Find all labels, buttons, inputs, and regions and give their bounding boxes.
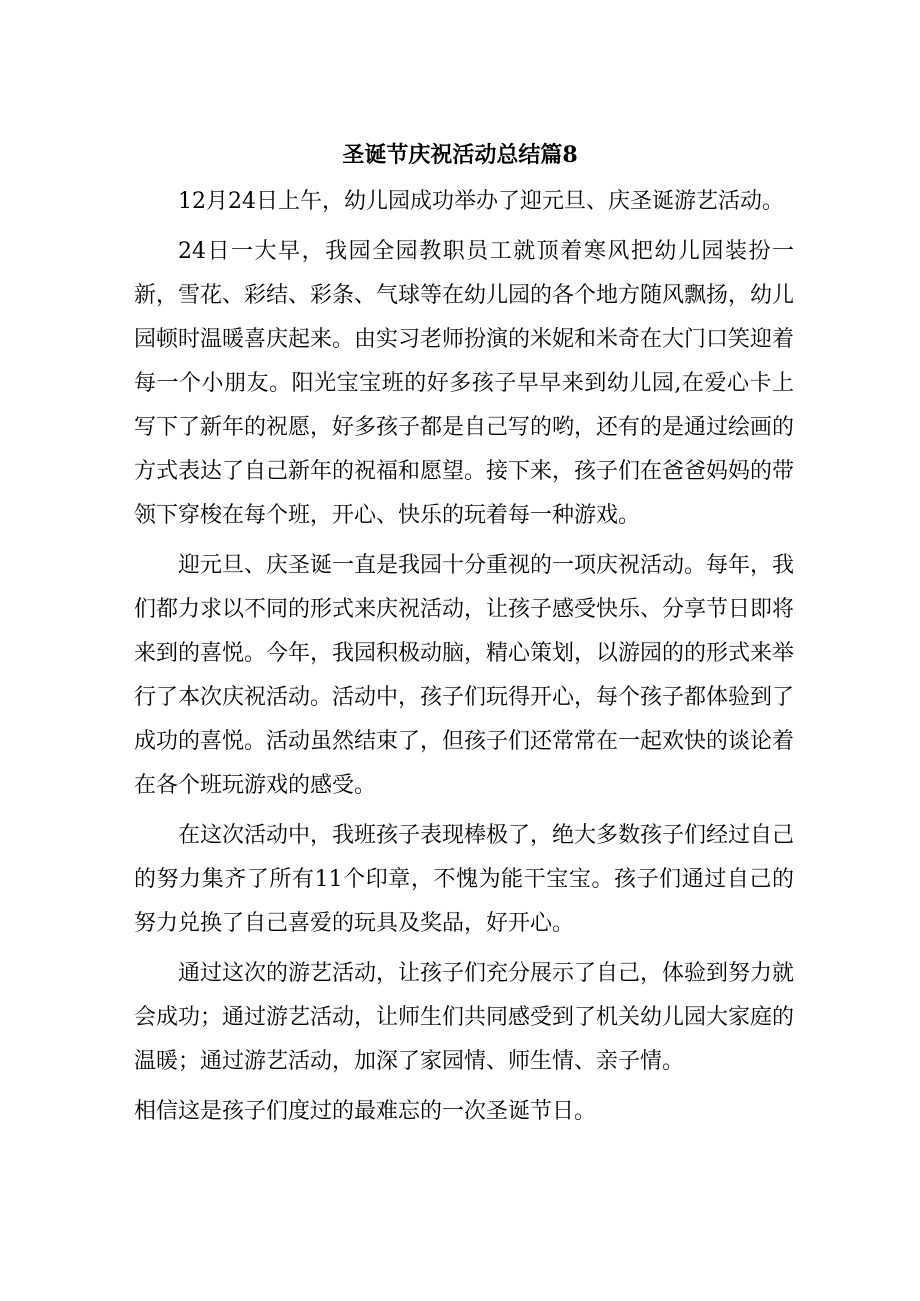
paragraph-3: 迎元旦、庆圣诞一直是我园十分重视的一项庆祝活动。每年，我们都力求以不同的形式来庆祝活动，让孩子感受快乐、分享节日即将来到的喜悦。今年，我园积极动脑，精心策划，以游园的的形式来举行了本次庆祝活动。活动中，孩子们玩得开心，每个孩子都体验到了成功的喜悦。活动虽然结束了，但孩子们还常常在一起欢快的谈论着在各个班玩游戏的感受。: [134, 553, 795, 798]
document-body: [134, 180, 794, 1140]
paragraph-1: 12月24日上午，幼儿园成功举办了迎元旦、庆圣诞游艺活动。: [178, 189, 784, 214]
paragraph-2: 24日一大早，我园全园教职员工就顶着寒风把幼儿园装扮一新，雪花、彩结、彩条、气球等在幼儿园的各个地方随风飘扬，幼儿园顿时温暖喜庆起来。由实习老师扮演的米妮和米奇在大门口笑迎着每一个小朋友。阳光宝宝班的好多孩子早早来到幼儿园,在爱心卡上写下了新年的祝愿，好多孩子都是自己写的哟，还有的是通过绘画的方式表达了自己新年的祝福和愿望。接下来，孩子们在爸爸妈妈的带领下穿梭在每个班，开心、快乐的玩着每一种游戏。: [134, 239, 795, 528]
document-title: 圣诞节庆祝活动总结篇8: [342, 142, 578, 168]
paragraph-5: 通过这次的游艺活动，让孩子们充分展示了自己，体验到努力就会成功；通过游艺活动，让师生们共同感受到了机关幼儿园大家庭的温暖；通过游艺活动，加深了家园情、师生情、亲子情。: [134, 961, 795, 1074]
paragraph-4: 在这次活动中，我班孩子表现棒极了，绝大多数孩子们经过自己的努力集齐了所有11个印章，不愧为能干宝宝。孩子们通过自己的努力兑换了自己喜爱的玩具及奖品，好开心。: [134, 823, 795, 936]
paragraph-6: 相信这是孩子们度过的最难忘的一次圣诞节日。: [134, 1099, 597, 1124]
